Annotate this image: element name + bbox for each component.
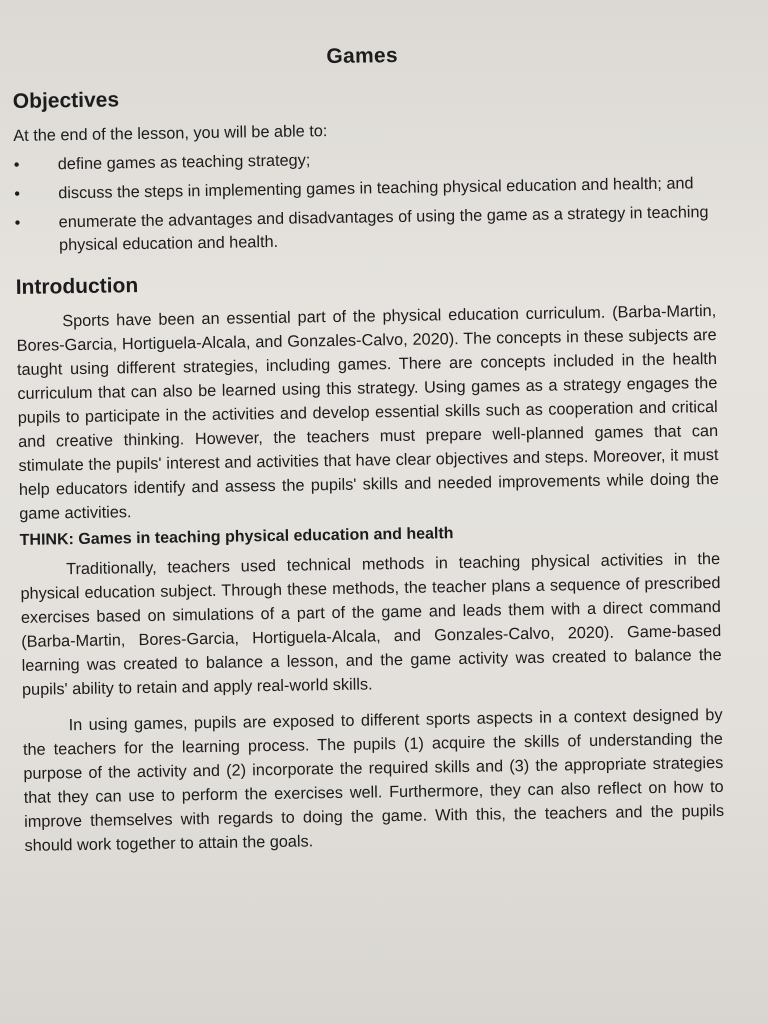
objectives-section: [13, 79, 716, 258]
objective-text: enumerate the advantages and disadvantages of using the game as a strategy in teaching physical education and health.: [58, 203, 709, 255]
think-paragraph: In using games, pupils are exposed to different sports aspects in a context designed by the teachers for the learning process. The pupils (1) acquire the skills of understanding the purpose of the activity and (2) incorporate the required skills and (3) the appropriate strategies that they can use to perform the exercises well. Furthermore, they can also reflect on how to improve themselves with regards to doing the game. With this, the teachers and the pupils should work together to attain the goals.: [22, 705, 725, 855]
introduction-paragraph: Sports have been an essential part of the physical education curriculum. (Barba-Martin, Bores-Garcia, Hortiguela-Alcala, and Gonzales-Calvo, 2020). The concepts in these subjects are taught using different strategies, including games. There are concepts included in the health curriculum that can also be learned using this strategy. Using games as a strategy engages the pupils to participate in the activities and develop essential skills such as cooperation and critical and creative thinking. However, the teachers must prepare well-planned games that can stimulate the pupils' interest and activities that have clear objectives and steps. Moreover, it must help educators identify and assess the pupils' skills and needed improvements while doing the game activities.: [16, 301, 719, 523]
introduction-heading: Introduction: [15, 274, 139, 299]
page-title: Games: [326, 43, 399, 69]
think-paragraph: Traditionally, teachers used technical methods in teaching physical activities in the physical education subject. Through these methods, the teacher plans a sequence of prescribed exercises based on simulations of a part of the game and leads them with a direct command (Barba-Martin, Bores-Garcia, Hortiguela-Alcala, and Gonzales-Calvo, 2020). Game-based learning was created to balance a lesson, and the game activity was created to balance the pupils' ability to retain and apply real-world skills.: [20, 549, 722, 699]
page-content: [12, 39, 725, 864]
bullet-icon: •: [14, 184, 21, 203]
objective-item: [15, 201, 716, 258]
introduction-section: [16, 265, 720, 526]
objective-item: [14, 143, 714, 177]
objective-text: discuss the steps in implementing games in teaching physical education and health; and: [58, 174, 694, 203]
bullet-icon: •: [14, 213, 21, 232]
objective-text: define games as teaching strategy;: [57, 151, 311, 174]
objective-item: [14, 172, 714, 206]
bullet-icon: •: [13, 155, 20, 174]
think-heading: THINK: Games in teaching physical education and health: [19, 525, 454, 549]
objectives-heading: Objectives: [12, 88, 120, 113]
think-section: [20, 521, 725, 858]
objectives-list: [14, 143, 716, 258]
objectives-intro: At the end of the lesson, you will be able to:: [13, 122, 328, 145]
